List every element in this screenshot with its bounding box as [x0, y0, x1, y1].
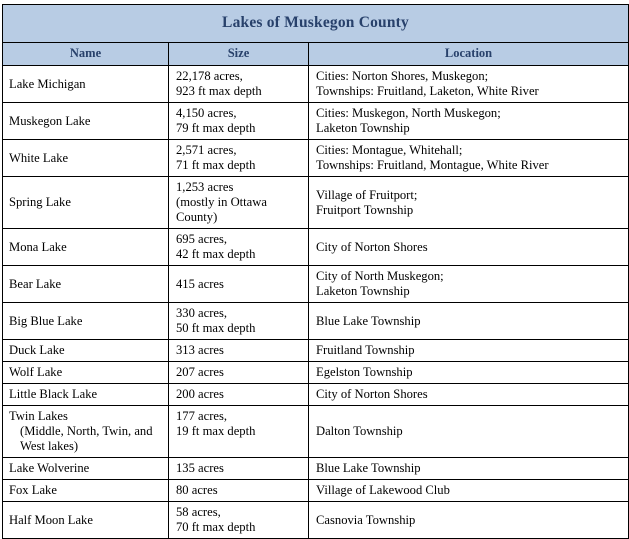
lake-name-cell [3, 362, 169, 384]
lake-name-cell-line: White Lake [9, 150, 69, 165]
lake-name-cell [3, 502, 169, 539]
lake-size-cell [169, 303, 309, 340]
lake-location-cell-line: Egelston Township [316, 365, 413, 379]
lake-size-cell [169, 140, 309, 177]
lake-location-cell-line: Village of Lakewood Club [316, 483, 450, 497]
lake-size-cell-line: 330 acres, [176, 306, 228, 320]
lake-location-cell [309, 303, 629, 340]
lake-name-cell-line: (Middle, North, Twin, and [20, 424, 153, 438]
lake-name-cell [3, 384, 169, 406]
table-head [3, 5, 629, 66]
lake-location-cell-line: Laketon Township [316, 121, 410, 135]
lake-name-cell-line: Big Blue Lake [9, 313, 83, 328]
lake-size-cell-line: 1,253 acres [176, 180, 234, 194]
lake-size-cell [169, 458, 309, 480]
lake-name-cell-line: Lake Michigan [9, 76, 86, 91]
lake-name-cell [3, 103, 169, 140]
lake-size-cell [169, 66, 309, 103]
lake-location-cell [309, 66, 629, 103]
table-body [3, 66, 629, 539]
lake-name-cell-line: West lakes) [20, 439, 79, 453]
lake-location-cell-line: City of Norton Shores [316, 239, 428, 254]
lake-name-cell-line: Twin Lakes [9, 409, 68, 423]
lake-size-cell [169, 103, 309, 140]
lake-name-cell [3, 406, 169, 458]
lake-location-cell-line: Casnovia Township [316, 512, 416, 527]
lake-size-cell-line: 58 acres, [176, 505, 221, 519]
lake-location-cell [309, 502, 629, 539]
lake-size-cell-line: 42 ft max depth [176, 247, 256, 261]
lake-size-cell-line: 19 ft max depth [176, 424, 256, 438]
lake-name-cell-line: Mona Lake [9, 239, 67, 254]
lake-location-cell-line: Laketon Township [316, 284, 410, 298]
table-row[interactable] [3, 140, 629, 177]
lake-name-cell-line: Little Black Lake [9, 387, 98, 401]
lake-size-cell-line: 415 acres [176, 276, 224, 291]
lake-location-cell [309, 103, 629, 140]
column-header-name[interactable]: Name [3, 43, 169, 66]
lake-name-cell [3, 229, 169, 266]
lake-size-cell-line: 135 acres [176, 461, 224, 475]
lake-size-cell-line: 923 ft max depth [176, 84, 262, 98]
lake-size-cell [169, 406, 309, 458]
table-row[interactable] [3, 303, 629, 340]
lake-location-cell [309, 177, 629, 229]
lake-size-cell-line: 80 acres [176, 483, 218, 497]
lake-size-cell-line: 70 ft max depth [176, 520, 256, 534]
table-row[interactable] [3, 502, 629, 539]
lake-location-cell [309, 140, 629, 177]
lake-size-cell [169, 229, 309, 266]
table-row[interactable] [3, 480, 629, 502]
table-title-row [3, 5, 629, 43]
lake-name-cell-line: Half Moon Lake [9, 512, 93, 527]
lake-location-cell [309, 458, 629, 480]
lake-size-cell [169, 340, 309, 362]
table-row[interactable] [3, 458, 629, 480]
lake-name-cell-line: Lake Wolverine [9, 461, 90, 475]
lake-name-cell [3, 458, 169, 480]
lake-location-cell [309, 362, 629, 384]
lake-location-cell-line: Blue Lake Township [316, 313, 421, 328]
table-row[interactable] [3, 362, 629, 384]
lake-size-cell-line: 71 ft max depth [176, 158, 256, 172]
lake-name-cell [3, 266, 169, 303]
lake-name-cell [3, 303, 169, 340]
lake-location-cell [309, 266, 629, 303]
lake-size-cell-line: 79 ft max depth [176, 121, 256, 135]
lake-name-cell-line: Fox Lake [9, 483, 57, 497]
table-row[interactable] [3, 229, 629, 266]
lake-name-cell [3, 66, 169, 103]
table-row[interactable] [3, 66, 629, 103]
lake-name-cell-line: Wolf Lake [9, 365, 63, 379]
lake-size-cell-line: 200 acres [176, 387, 224, 401]
lake-size-cell-line: 50 ft max depth [176, 321, 256, 335]
lake-name-cell [3, 140, 169, 177]
lake-location-cell-line: City of North Muskegon; [316, 269, 444, 283]
table-row[interactable] [3, 340, 629, 362]
lakes-of-muskegon-county-table [2, 4, 629, 539]
lake-location-cell [309, 229, 629, 266]
lake-size-cell-line: County) [176, 210, 218, 224]
table-row[interactable] [3, 103, 629, 140]
lake-name-cell-line: Muskegon Lake [9, 113, 91, 128]
lake-name-cell [3, 480, 169, 502]
lake-name-cell-line: Spring Lake [9, 195, 71, 209]
lake-location-cell-line: Fruitland Township [316, 343, 415, 357]
lake-location-cell-line: Cities: Norton Shores, Muskegon; [316, 69, 489, 83]
lake-size-cell-line: 4,150 acres, [176, 106, 237, 120]
lake-size-cell-line: 22,178 acres, [176, 69, 243, 83]
table-row[interactable] [3, 177, 629, 229]
lake-location-cell-line: Townships: Fruitland, Montague, White River [316, 158, 549, 172]
lakes-table-container [2, 4, 628, 539]
lake-location-cell-line: Village of Fruitport; [316, 187, 418, 202]
table-header-row [3, 43, 629, 66]
lake-size-cell [169, 266, 309, 303]
lake-location-cell [309, 384, 629, 406]
lake-size-cell-line: 313 acres [176, 343, 224, 357]
lake-location-cell-line: Townships: Fruitland, Laketon, White River [316, 84, 539, 98]
lake-location-cell-line: Cities: Muskegon, North Muskegon; [316, 106, 501, 120]
table-row[interactable] [3, 384, 629, 406]
lake-location-cell-line: Cities: Montague, Whitehall; [316, 143, 463, 157]
column-header-size[interactable]: Size [169, 43, 309, 66]
lake-size-cell-line: (mostly in Ottawa [176, 195, 267, 209]
lake-location-cell-line: Dalton Township [316, 424, 403, 438]
lake-name-cell-line: Duck Lake [9, 343, 65, 357]
lake-size-cell [169, 480, 309, 502]
lake-name-cell [3, 177, 169, 229]
lake-location-cell-line: Blue Lake Township [316, 461, 421, 475]
column-header-location[interactable]: Location [309, 43, 629, 66]
lake-location-cell [309, 480, 629, 502]
lake-location-cell [309, 340, 629, 362]
lake-location-cell [309, 406, 629, 458]
lake-size-cell-line: 207 acres [176, 365, 224, 379]
lake-size-cell [169, 384, 309, 406]
lake-size-cell-line: 177 acres, [176, 409, 228, 423]
table-title: Lakes of Muskegon County [3, 5, 629, 43]
table-row[interactable] [3, 266, 629, 303]
lake-name-cell [3, 340, 169, 362]
lake-size-cell [169, 502, 309, 539]
lake-size-cell-line: 695 acres, [176, 232, 228, 246]
lake-location-cell-line: Fruitport Township [316, 202, 414, 217]
lake-size-cell [169, 362, 309, 384]
lake-size-cell-line: 2,571 acres, [176, 143, 237, 157]
lake-size-cell [169, 177, 309, 229]
table-row[interactable] [3, 406, 629, 458]
lake-name-cell-line: Bear Lake [9, 276, 62, 291]
lake-location-cell-line: City of Norton Shores [316, 387, 428, 401]
